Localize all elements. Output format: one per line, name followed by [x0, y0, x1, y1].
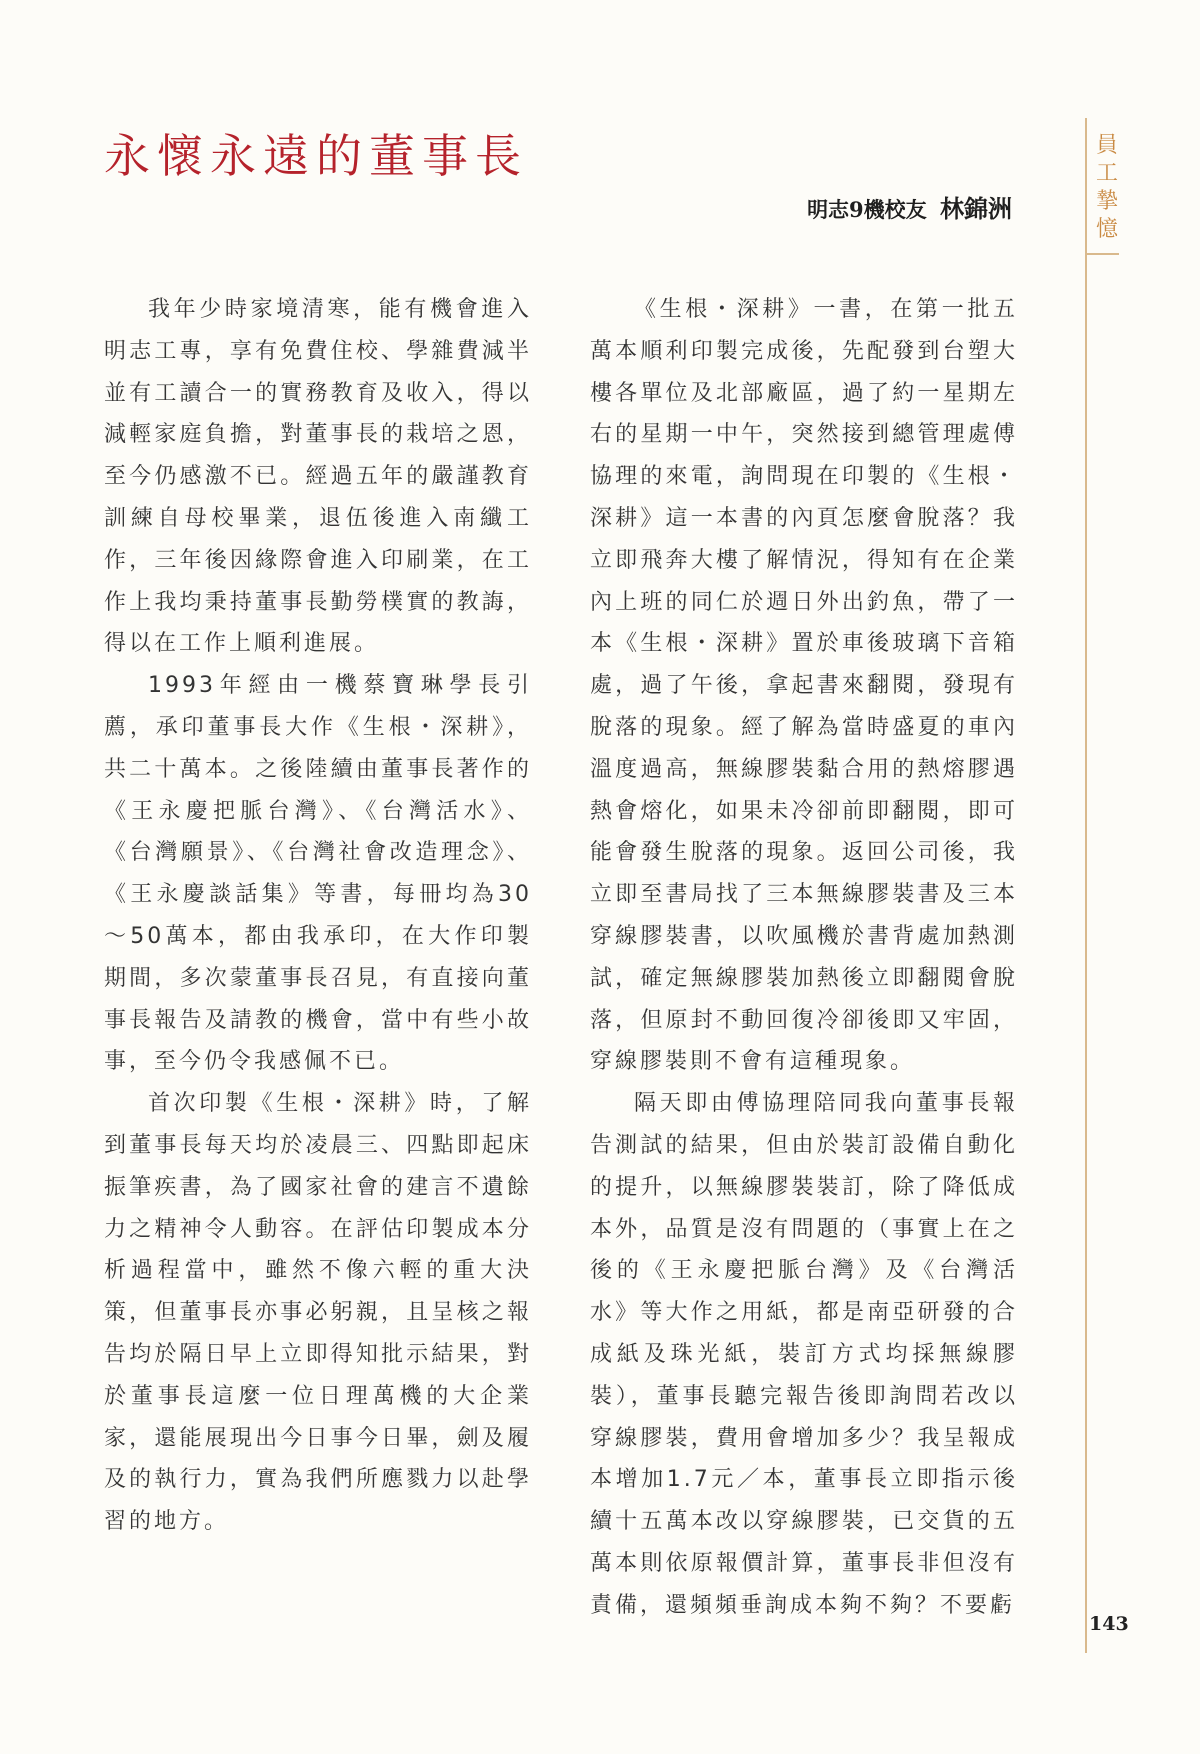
margin-rule [1085, 118, 1087, 1653]
paragraph: 隔天即由傅協理陪同我向董事長報告測試的結果，但由於裝訂設備自動化的提升，以無線膠裝裝訂，除了降低成本外，品質是沒有問題的（事實上在之後的《王永慶把脈台灣》及《台灣活水》等大作之用紙，都是南亞研發的合成紙及珠光紙，裝訂方式均採無線膠裝），董事長聽完報告後即詢問若改以穿線膠裝，費用會增加多少？我呈報成本增加1.7元／本，董事長立即指示後續十五萬本改以穿線膠裝，已交貨的五萬本則依原報價計算，董事長非但沒有責備，還頻頻垂詢成本夠不夠？不要虧 [590, 1091, 1018, 1618]
paragraph: 1993年經由一機蔡寶琳學長引薦，承印董事長大作《生根・深耕》，共二十萬本。之後陸續由董事長著作的《王永慶把脈台灣》、《台灣活水》、《台灣願景》、《台灣社會改造理念》、《王永慶談話集》等書，每冊均為30～50萬本，都由我承印，在大作印製期間，多次蒙董事長召見，有直接向董事長報告及請教的機會，當中有些小故事，至今仍令我感佩不已。 [104, 673, 532, 1075]
section-label [1094, 132, 1120, 244]
byline-prefix: 明志9機校友 [807, 197, 927, 222]
right-column [590, 289, 1018, 1627]
left-column [104, 289, 532, 1543]
paragraph: 我年少時家境清寒，能有機會進入明志工專，享有免費住校、學雜費減半並有工讀合一的實務教育及收入，得以減輕家庭負擔，對董事長的栽培之恩，至今仍感激不已。經過五年的嚴謹教育訓練自母校畢業，退伍後進入南纖工作，三年後因緣際會進入印刷業，在工作上我均秉持董事長勤勞樸實的教誨，得以在工作上順利進展。 [104, 297, 532, 657]
paragraph: 《生根・深耕》一書，在第一批五萬本順利印製完成後，先配發到台塑大樓各單位及北部廠區，過了約一星期左右的星期一中午，突然接到總管理處傅協理的來電，詢問現在印製的《生根・深耕》這一本書的內頁怎麼會脫落？我立即飛奔大樓了解情況，得知有在企業內上班的同仁於週日外出釣魚，帶了一本《生根・深耕》置於車後玻璃下音箱處，過了午後，拿起書來翻閱，發現有脫落的現象。經了解為當時盛夏的車內溫度過高，無線膠裝黏合用的熱熔膠遇熱會熔化，如果未冷卻前即翻閱，即可能會發生脫落的現象。返回公司後，我立即至書局找了三本無線膠裝書及三本穿線膠裝書，以吹風機於書背處加熱測試，確定無線膠裝加熱後立即翻閱會脫落，但原封不動回復冷卻後即又牢固，穿線膠裝則不會有這種現象。 [590, 297, 1018, 1075]
section-label-char: 憶 [1095, 217, 1118, 242]
paragraph: 首次印製《生根・深耕》時，了解到董事長每天均於凌晨三、四點即起床振筆疾書，為了國家社會的建言不遺餘力之精神令人動容。在評估印製成本分析過程當中，雖然不像六輕的重大決策，但董事長亦事必躬親，且呈核之報告均於隔日早上立即得知批示結果，對於董事長這麼一位日理萬機的大企業家，還能展現出今日事今日畢，劍及履及的執行力，實為我們所應戮力以赴學習的地方。 [104, 1091, 532, 1535]
section-label-char: 員 [1095, 133, 1118, 158]
section-tick [1085, 253, 1119, 255]
page-number: 143 [1089, 1613, 1129, 1635]
author-name: 林錦洲 [940, 194, 1012, 223]
byline [807, 189, 1012, 224]
article-title: 永懷永遠的董事長 [104, 129, 528, 183]
section-label-char: 摯 [1095, 189, 1118, 214]
section-label-char: 工 [1095, 161, 1118, 186]
